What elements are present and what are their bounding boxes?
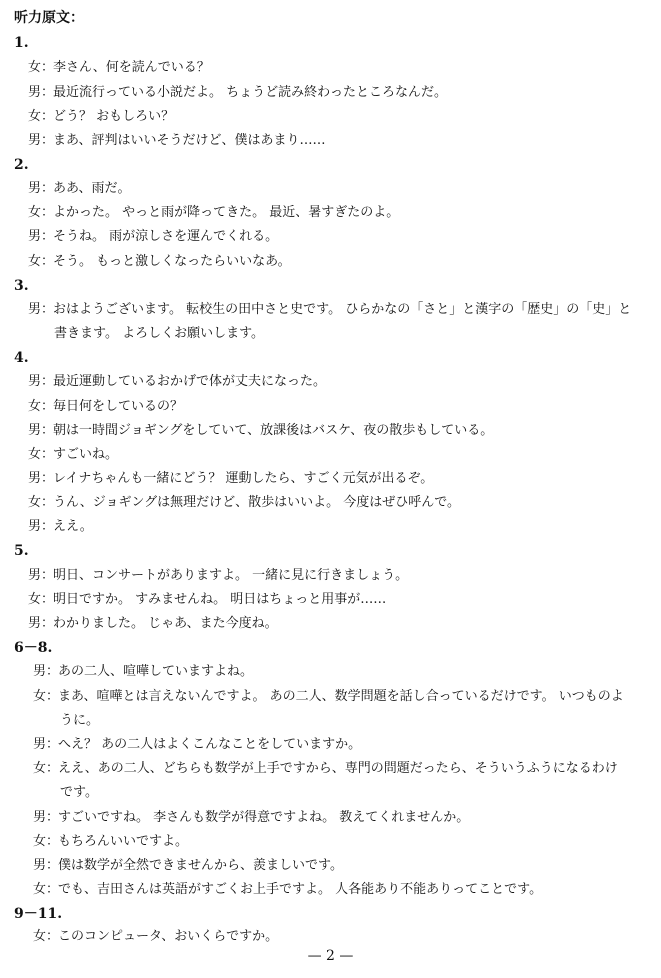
dialogue-text: ええ。: [53, 519, 93, 534]
colon: ：: [41, 519, 55, 534]
speaker-label: 男: [28, 302, 42, 317]
speaker-label: 男: [33, 737, 47, 752]
dialogue-text: どう？ おもしろい？: [53, 109, 175, 124]
colon: ：: [41, 374, 55, 389]
speaker-label: 男: [33, 858, 47, 873]
dialogue-text: 最近流行っている小説だよ。 ちょうど読み終わったところなんだ。: [53, 85, 448, 100]
dialogue-text: わかりました。 じゃあ、また今度ね。: [53, 616, 278, 631]
dialogue-text: でも、吉田さんは英語がすごくお上手ですよ。 人各能あり不能ありってことです。: [58, 882, 543, 897]
colon: ：: [41, 254, 55, 269]
dialogue-line: [33, 880, 653, 900]
colon: ：: [41, 471, 55, 486]
speaker-label: 男: [28, 568, 42, 583]
colon: ：: [46, 882, 60, 897]
dialogue-line: [28, 203, 648, 223]
speaker-label: 女: [28, 60, 42, 75]
speaker-label: 女: [33, 761, 47, 776]
speaker-label: 女: [33, 834, 47, 849]
colon: ：: [46, 858, 60, 873]
colon: ：: [41, 616, 55, 631]
dialogue-line: [28, 566, 648, 586]
dialogue-continuation: 書きます。 よろしくお願いします。: [54, 326, 265, 341]
speaker-label: 女: [28, 592, 42, 607]
speaker-label: 女: [28, 205, 42, 220]
dialogue-line: [28, 517, 648, 537]
speaker-label: 男: [28, 519, 42, 534]
dialogue-text: そう。 もっと激しくなったらいいなあ。: [53, 254, 291, 269]
dialogue-line: [33, 927, 653, 947]
dialogue-text: 僕は数学が全然できませんから、羨ましいです。: [58, 858, 343, 873]
dialogue-text: よかった。 やっと雨が降ってきた。 最近、暑すぎたのよ。: [53, 205, 400, 220]
speaker-label: 男: [28, 85, 42, 100]
colon: ：: [41, 568, 55, 583]
speaker-label: 男: [28, 423, 42, 438]
colon: ：: [46, 929, 60, 944]
dialogue-continuation: うに。: [60, 713, 100, 728]
speaker-label: 男: [28, 471, 42, 486]
speaker-label: 女: [28, 254, 42, 269]
speaker-label: 女: [28, 109, 42, 124]
dialogue-text: 朝は一時間ジョギングをしていて、放課後はバスケ、夜の散歩もしている。: [53, 423, 494, 438]
dialogue-line: [33, 662, 653, 682]
dialogue-line: [33, 759, 653, 779]
dialogue-text: ああ、雨だ。: [53, 181, 131, 196]
dialogue-line: [28, 252, 648, 272]
dialogue-line: [28, 227, 648, 247]
speaker-label: 男: [28, 229, 42, 244]
dialogue-line: [33, 832, 653, 852]
dialogue-line: [33, 856, 653, 876]
dialogue-text: すごいね。: [53, 447, 119, 462]
dialogue-line: [28, 421, 648, 441]
dialogue-text: まあ、喧嘩とは言えないんですよ。 あの二人、数学問題を話し合っているだけです。 いつものよ: [58, 689, 624, 704]
speaker-label: 女: [28, 399, 42, 414]
section-number: 4.: [14, 350, 29, 366]
speaker-label: 男: [33, 664, 47, 679]
colon: ：: [41, 447, 55, 462]
dialogue-line: [28, 179, 648, 199]
colon: ：: [41, 302, 55, 317]
section-number: 1.: [14, 35, 29, 51]
colon: ：: [41, 423, 55, 438]
dialogue-text: 李さん、何を読んでいる？: [53, 60, 210, 75]
section-number: 9－11.: [14, 906, 63, 922]
colon: ：: [41, 399, 55, 414]
speaker-label: 男: [28, 374, 42, 389]
dialogue-text: 最近運動しているおかげで体が丈夫になった。: [53, 374, 327, 389]
dialogue-line: [28, 372, 648, 392]
dialogue-line: [28, 58, 648, 78]
dialogue-text: へえ？ あの二人はよくこんなことをしていますか。: [58, 737, 362, 752]
section-number: 6－8.: [14, 640, 53, 656]
page-number: — 2 —: [307, 948, 354, 964]
section-number: 5.: [14, 543, 29, 559]
colon: ：: [46, 810, 60, 825]
colon: ：: [41, 133, 55, 148]
speaker-label: 男: [33, 810, 47, 825]
dialogue-text: 明日、コンサートがありますよ。 一緒に見に行きましょう。: [53, 568, 409, 583]
speaker-label: 男: [28, 616, 42, 631]
colon: ：: [41, 85, 55, 100]
speaker-label: 女: [33, 689, 47, 704]
speaker-label: 女: [28, 447, 42, 462]
dialogue-line: [28, 83, 648, 103]
page-title: 听力原文：: [14, 10, 84, 26]
dialogue-line: [28, 614, 648, 634]
dialogue-line: [28, 469, 648, 489]
dialogue-text: まあ、評判はいいそうだけど、僕はあまり……: [53, 133, 326, 148]
colon: ：: [46, 761, 60, 776]
colon: ：: [46, 664, 60, 679]
dialogue-line: [28, 131, 648, 151]
dialogue-text: レイナちゃんも一緒にどう？ 運動したら、すごく元気が出るぞ。: [53, 471, 434, 486]
dialogue-line: [28, 445, 648, 465]
dialogue-text: すごいですね。 李さんも数学が得意ですよね。 教えてくれませんか。: [58, 810, 470, 825]
dialogue-text: このコンピュータ、おいくらですか。: [58, 929, 279, 944]
colon: ：: [46, 689, 60, 704]
dialogue-text: 明日ですか。 すみませんね。 明日はちょっと用事が……: [53, 592, 387, 607]
dialogue-text: あの二人、喧嘩していますよね。: [58, 664, 254, 679]
section-number: 2.: [14, 157, 29, 173]
dialogue-text: ええ、あの二人、どちらも数学が上手ですから、専門の問題だったら、そういうふうになるわけ: [58, 761, 618, 776]
colon: ：: [41, 181, 55, 196]
colon: ：: [46, 737, 60, 752]
dialogue-line: [28, 493, 648, 513]
speaker-label: 女: [33, 929, 47, 944]
dialogue-line: [28, 300, 648, 320]
speaker-label: 女: [28, 495, 42, 510]
section-number: 3.: [14, 278, 29, 294]
speaker-label: 女: [33, 882, 47, 897]
dialogue-line: [33, 808, 653, 828]
colon: ：: [41, 229, 55, 244]
dialogue-continuation: です。: [60, 785, 98, 800]
colon: ：: [41, 495, 55, 510]
colon: ：: [46, 834, 60, 849]
dialogue-line: [28, 590, 648, 610]
dialogue-text: うん、ジョギングは無理だけど、散歩はいいよ。 今度はぜひ呼んで。: [53, 495, 461, 510]
speaker-label: 男: [28, 181, 42, 196]
dialogue-text: もちろんいいですよ。: [58, 834, 189, 849]
colon: ：: [41, 60, 55, 75]
dialogue-line: [28, 397, 648, 417]
dialogue-line: [33, 735, 653, 755]
dialogue-text: そうね。 雨が涼しさを運んでくれる。: [53, 229, 279, 244]
dialogue-line: [33, 687, 653, 707]
colon: ：: [41, 592, 55, 607]
dialogue-text: おはようございます。 転校生の田中さと史です。 ひらかなの「さと」と漢字の「歴史」の「史」と: [53, 302, 632, 317]
colon: ：: [41, 205, 55, 220]
dialogue-line: [28, 107, 648, 127]
speaker-label: 男: [28, 133, 42, 148]
dialogue-text: 毎日何をしているの？: [53, 399, 184, 414]
colon: ：: [41, 109, 55, 124]
